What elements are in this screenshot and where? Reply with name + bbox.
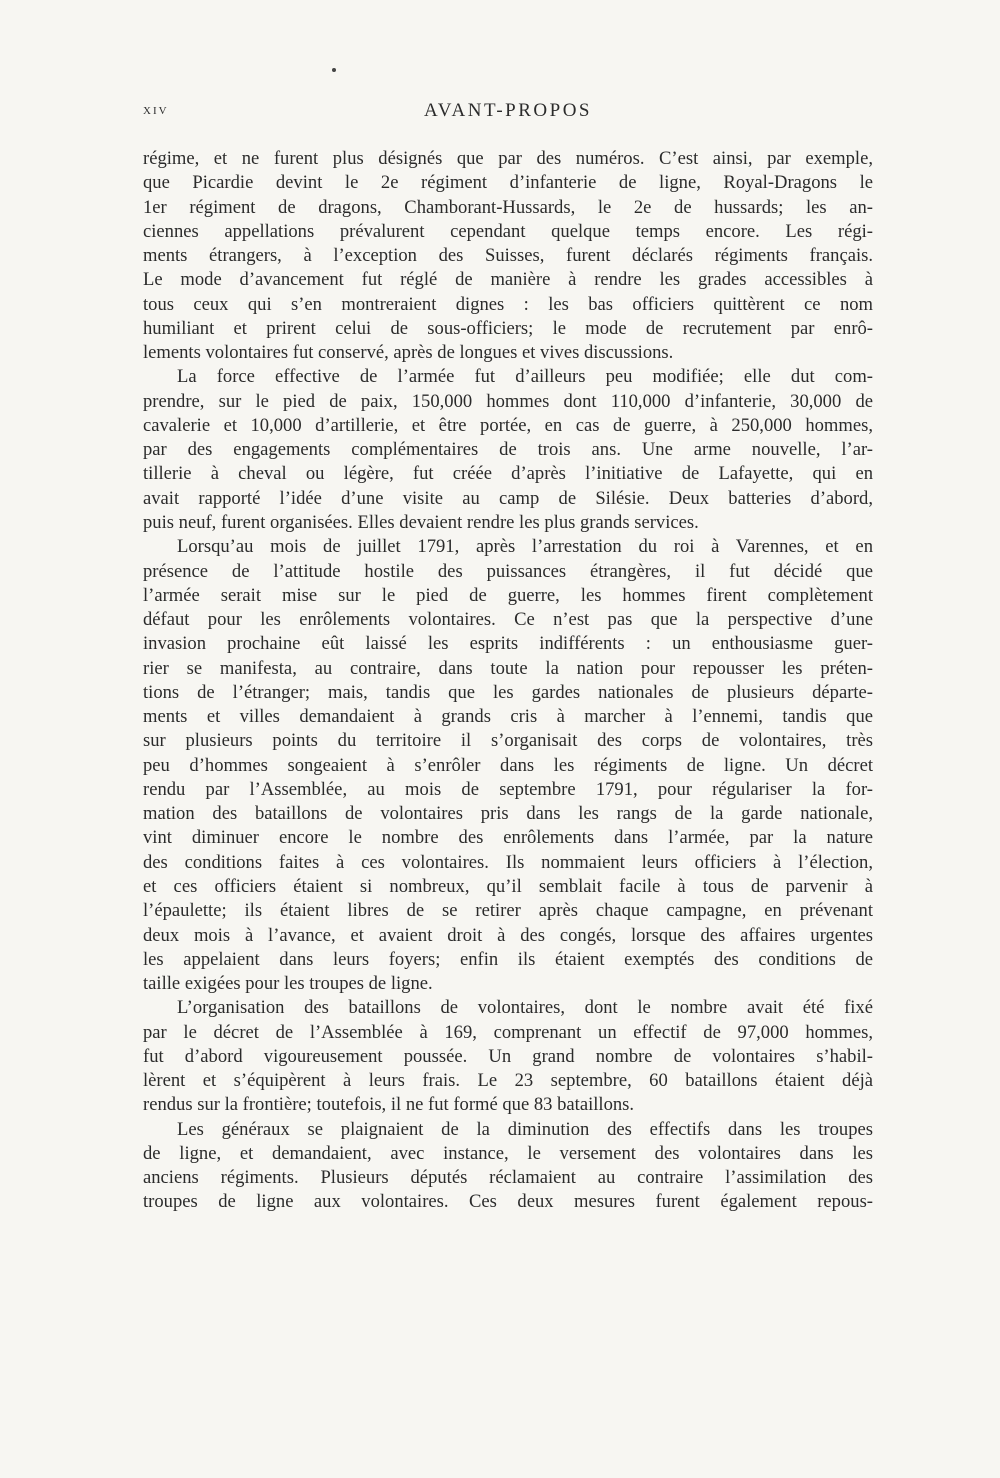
text-line: de ligne, et demandaient, avec instance, le versement des volontaires dans les: [143, 1142, 873, 1164]
running-title: AVANT-PROPOS: [424, 100, 592, 121]
text-line: rier se manifesta, au contraire, dans toute la nation pour repousser les préten-: [143, 657, 873, 679]
text-line: et ces officiers étaient si nombreux, qu’il semblait facile à tous de parvenir à: [143, 875, 873, 897]
text-line: troupes de ligne aux volontaires. Ces deux mesures furent également repous-: [143, 1191, 873, 1213]
text-line: ciennes appellations prévalurent cependant quelque temps encore. Les régi-: [143, 220, 873, 242]
text-line: défaut pour les enrôlements volontaires. Ce n’est pas que la perspective d’une: [143, 609, 873, 631]
text-line: par le décret de l’Assemblée à 169, comprenant un effectif de 97,000 hommes,: [143, 1021, 873, 1043]
text-line: des conditions faites à ces volontaires. Ils nommaient leurs officiers à l’élection,: [143, 851, 873, 873]
text-line: avait rapporté l’idée d’une visite au camp de Silésie. Deux batteries d’abord,: [143, 487, 873, 509]
text-line: invasion prochaine eût laissé les esprits indifférents : un enthousiasme guer-: [143, 633, 873, 655]
text-line: par des engagements complémentaires de trois ans. Une arme nouvelle, l’ar-: [143, 439, 873, 461]
text-line: anciens régiments. Plusieurs députés réclamaient au contraire l’assimilation des: [143, 1167, 873, 1189]
text-line: 1er régiment de dragons, Chamborant-Hussards, le 2e de hussards; les an-: [143, 196, 873, 218]
text-line: sur plusieurs points du territoire il s’organisait des corps de volontaires, très: [143, 730, 873, 752]
page-header: [143, 100, 873, 130]
text-line: les appelaient dans leurs foyers; enfin ils étaient exemptés des conditions de: [143, 948, 873, 970]
text-line: régime, et ne furent plus désignés que par des numéros. C’est ainsi, par exemple,: [143, 148, 873, 169]
text-line: L’organisation des bataillons de volontaires, dont le nombre avait été fixé: [177, 997, 873, 1019]
text-line: ments étrangers, à l’exception des Suisses, furent déclarés régiments français.: [143, 245, 873, 267]
text-line: La force effective de l’armée fut d’ailleurs peu modifiée; elle dut com-: [177, 366, 873, 388]
text-line: lements volontaires fut conservé, après de longues et vives discussions.: [143, 342, 674, 364]
text-line: ments et villes demandaient à grands cris à marcher à l’ennemi, tandis que: [143, 706, 873, 728]
text-line: humiliant et prirent celui de sous-officiers; le mode de recrutement par enrô-: [143, 317, 873, 339]
text-line: vint diminuer encore le nombre des enrôlements dans l’armée, par la nature: [143, 827, 873, 849]
text-line: que Picardie devint le 2e régiment d’infanterie de ligne, Royal-Dragons le: [143, 172, 873, 194]
text-line: tillerie à cheval ou légère, fut créée d’après l’initiative de Lafayette, qui en: [143, 463, 873, 485]
text-line: cavalerie et 10,000 d’artillerie, et être portée, en cas de guerre, à 250,000 hommes,: [143, 414, 873, 436]
text-line: l’épaulette; ils étaient libres de se retirer après chaque campagne, en prévenant: [143, 900, 873, 922]
text-line: lèrent et s’équipèrent à leurs frais. Le 23 septembre, 60 bataillons étaient déjà: [143, 1070, 873, 1092]
text-line: rendu par l’Assemblée, au mois de septembre 1791, pour régulariser la for-: [143, 778, 873, 800]
page-number: xiv: [143, 102, 169, 118]
text-line: puis neuf, furent organisées. Elles devaient rendre les plus grands services.: [143, 511, 699, 533]
text-line: l’armée serait mise sur le pied de guerre, les hommes firent complètement: [143, 584, 873, 606]
text-line: taille exigées pour les troupes de ligne.: [143, 973, 433, 995]
text-line: peu d’hommes songeaient à s’enrôler dans les régiments de ligne. Un décret: [143, 754, 873, 776]
text-line: mation des bataillons de volontaires pris dans les rangs de la garde nationale,: [143, 803, 873, 825]
text-line: présence de l’attitude hostile des puissances étrangères, il fut décidé que: [143, 560, 873, 582]
text-line: tous ceux qui s’en montreraient dignes : les bas officiers quittèrent ce nom: [143, 293, 873, 315]
text-line: rendus sur la frontière; toutefois, il ne fut formé que 83 bataillons.: [143, 1094, 635, 1116]
text-line: Les généraux se plaignaient de la diminution des effectifs dans les troupes: [177, 1118, 873, 1140]
text-line: Le mode d’avancement fut réglé de manière à rendre les grades accessibles à: [143, 269, 873, 291]
ink-speck: [332, 68, 336, 72]
text-line: deux mois à l’avance, et avaient droit à des congés, lorsque des affaires urgentes: [143, 924, 873, 946]
text-line: fut d’abord vigoureusement poussée. Un grand nombre de volontaires s’habil-: [143, 1045, 873, 1067]
text-line: tions de l’étranger; mais, tandis que les gardes nationales de plusieurs départe-: [143, 681, 873, 703]
text-line: prendre, sur le pied de paix, 150,000 hommes dont 110,000 d’infanterie, 30,000 de: [143, 390, 873, 412]
text-line: Lorsqu’au mois de juillet 1791, après l’arrestation du roi à Varennes, et en: [177, 536, 873, 558]
body-text: [143, 147, 873, 1215]
